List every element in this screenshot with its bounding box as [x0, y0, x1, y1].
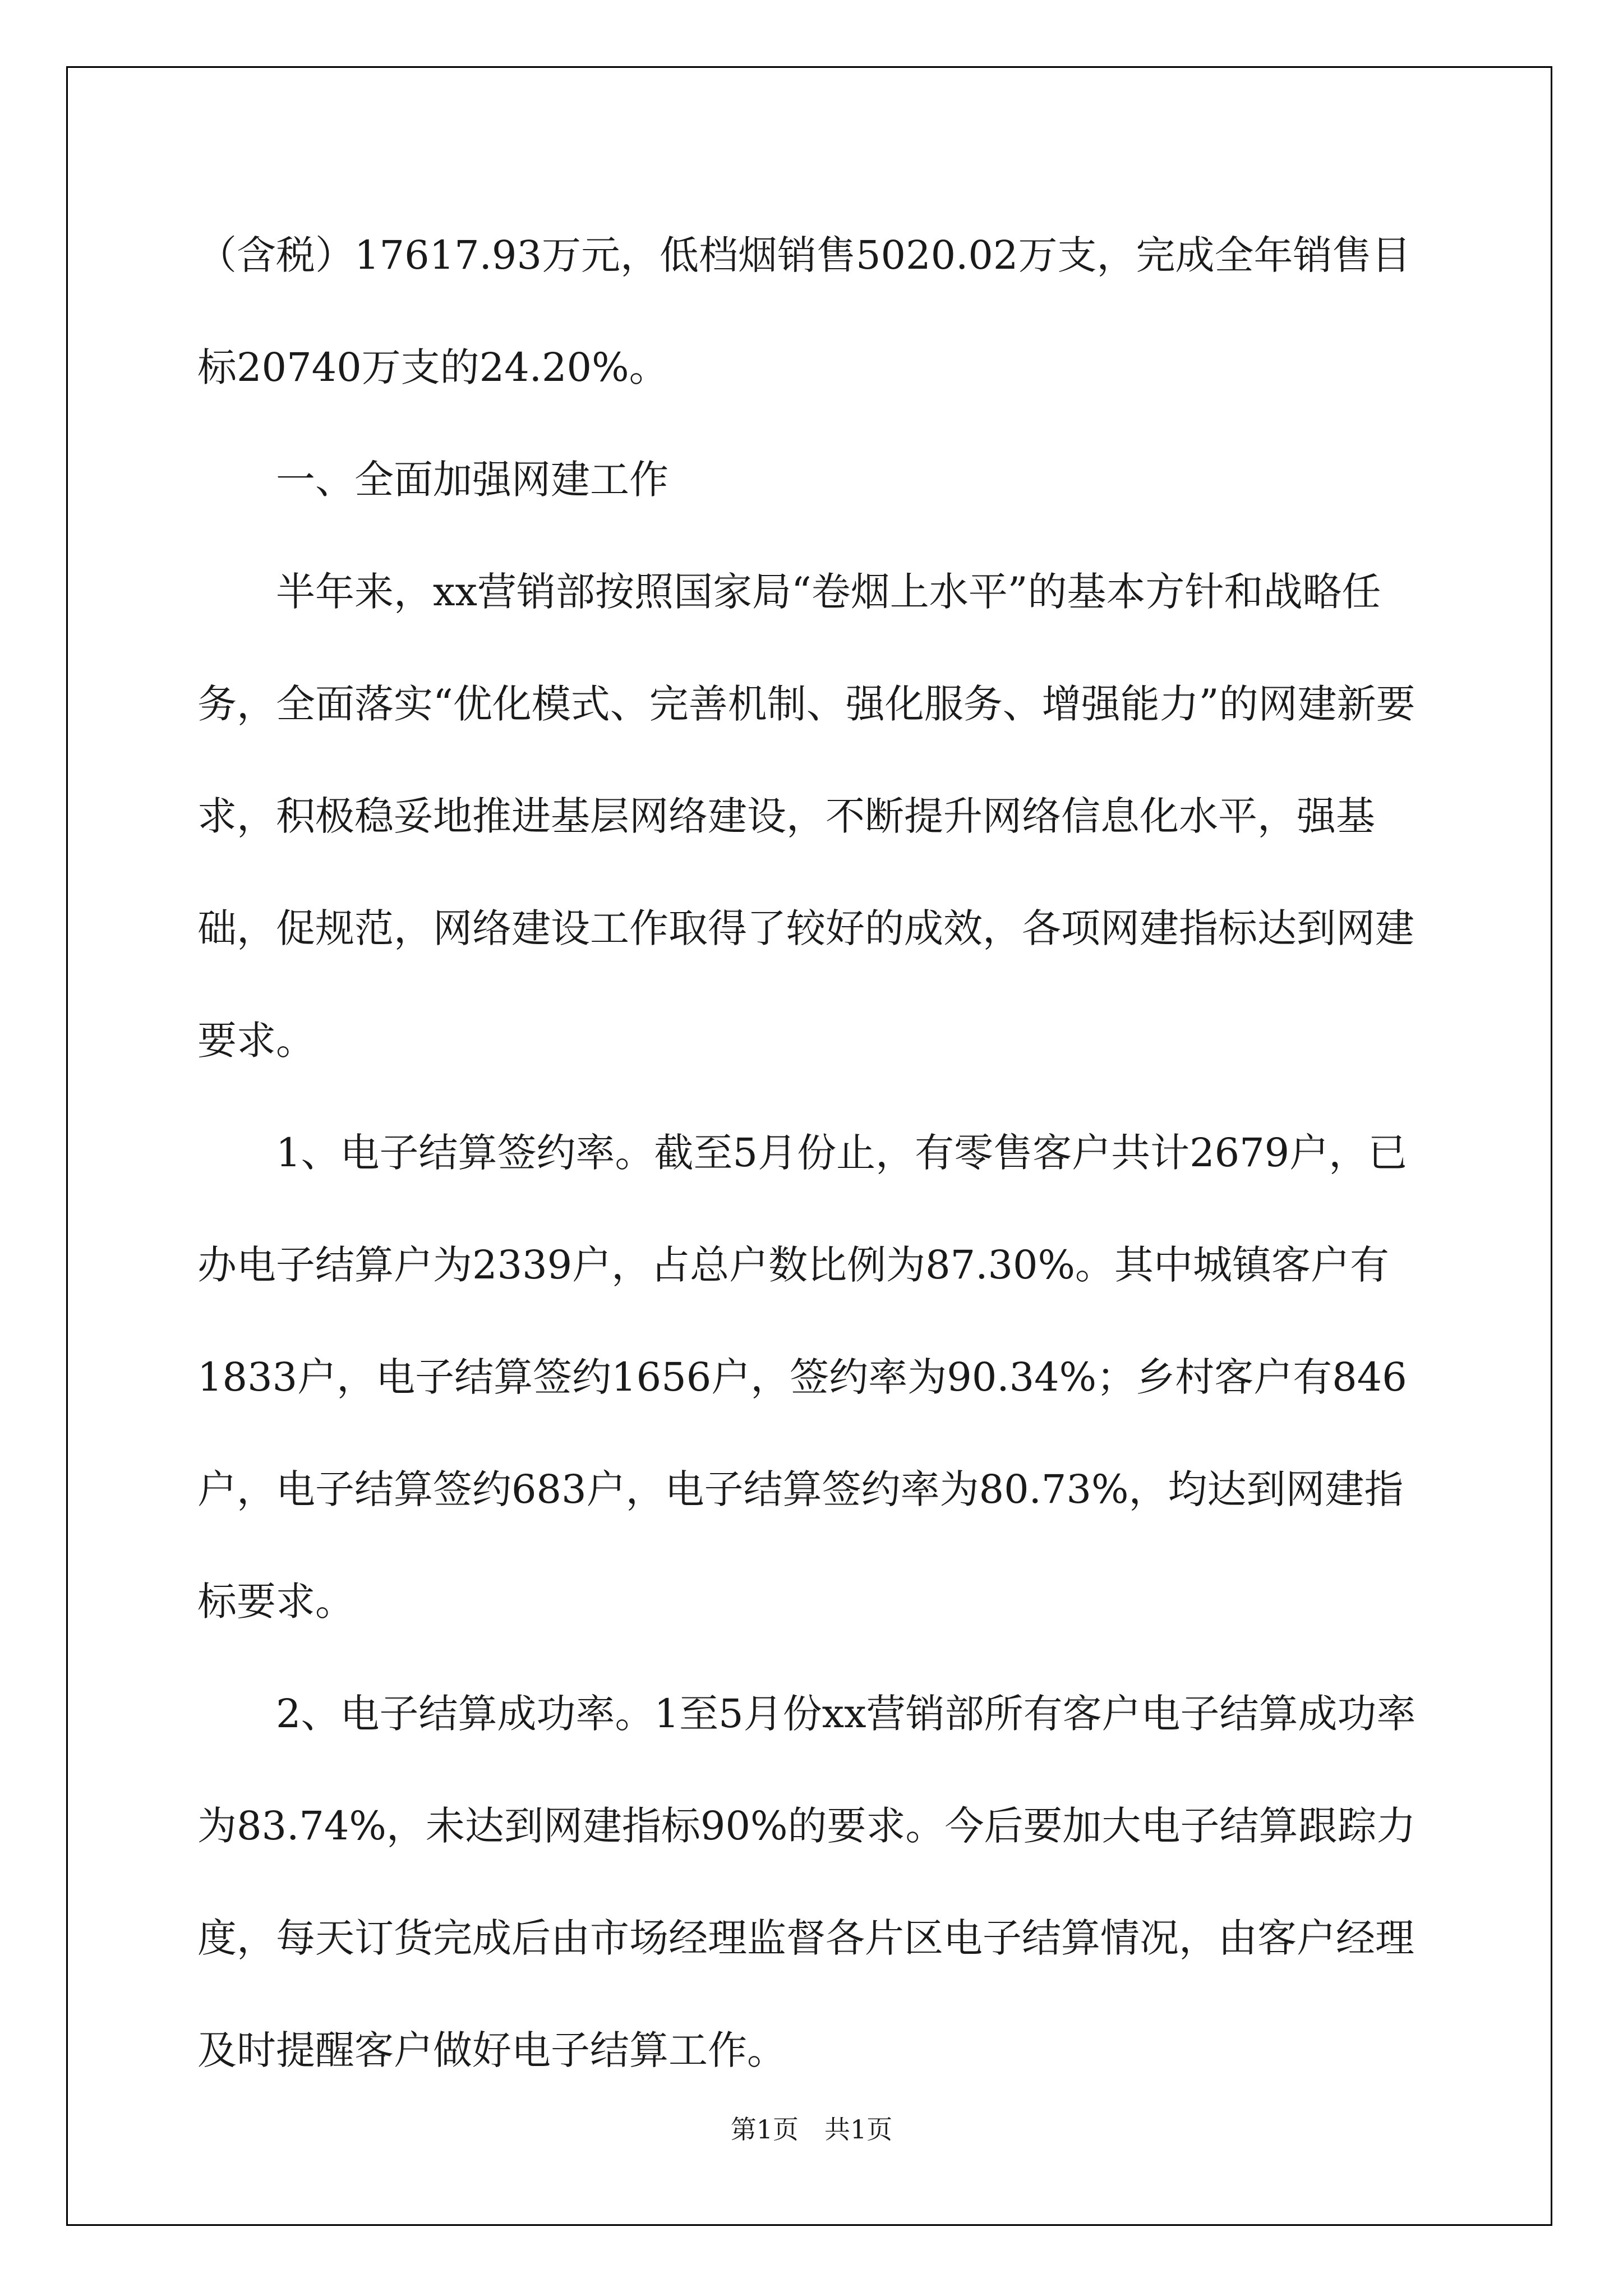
paragraph-continuation: （含税）17617.93万元，低档烟销售5020.02万支，完成全年销售目标20740万支的24.20%。: [197, 232, 1411, 390]
paragraph-signing-rate: 1、电子结算签约率。截至5月份止，有零售客户共计2679户，已办电子结算户为2339户，占总户数比例为87.30%。其中城镇客户有1833户，电子结算签约1656户，签约率为90.34%；乡村客户有846户，电子结算签约683户，电子结算签约率为80.73%，均达到网建指标要求。: [197, 1130, 1408, 1625]
paragraph-network-overview: 半年来，xx营销部按照国家局“卷烟上水平”的基本方针和战略任务，全面落实“优化模式、完善机制、强化服务、增强能力”的网建新要求，积极稳妥地推进基层网络建设，不断提升网络信息化水平，强基础，促规范，网络建设工作取得了较好的成效，各项网建指标达到网建要求。: [197, 569, 1415, 1064]
paragraph-success-rate: 2、电子结算成功率。1至5月份xx营销部所有客户电子结算成功率为83.74%，未达到网建指标90%的要求。今后要加大电子结算跟踪力度，每天订货完成后由市场经理监督各片区电子结算情况，由客户经理及时提醒客户做好电子结算工作。: [197, 1691, 1416, 2073]
section-heading: 一、全面加强网建工作: [276, 457, 668, 503]
page-footer: 第1页 共1页: [730, 2114, 893, 2145]
document-body: [197, 199, 1442, 2106]
